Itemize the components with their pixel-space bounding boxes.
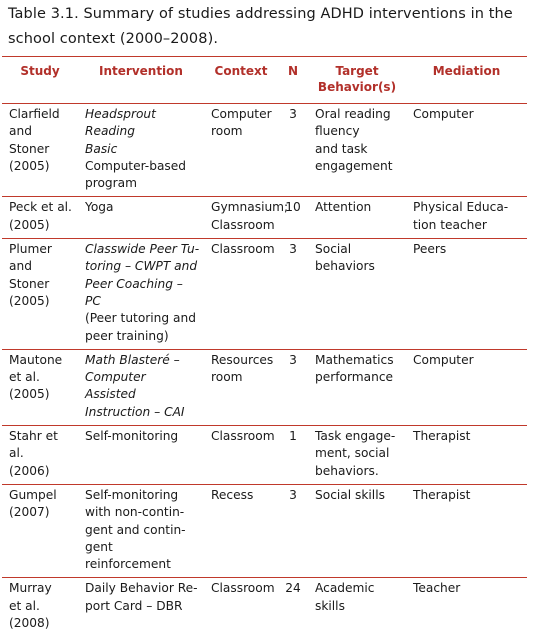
cell-study: Murray et al. (2008): [9, 581, 52, 631]
cell-target: Task engage- ment, social behaviors.: [308, 426, 406, 485]
cell-study: Stahr et al. (2006): [2, 426, 78, 485]
cell-n: 24: [285, 581, 301, 596]
cell-context: Recess: [204, 484, 278, 577]
cell-n: 10: [278, 197, 308, 239]
cell-target: Academic skills: [315, 581, 375, 613]
intervention-name: Headsprout Reading Basic: [85, 107, 156, 156]
cell-n: 3: [278, 239, 308, 350]
cell-target: Oral reading fluency and task engagement: [308, 104, 406, 197]
table-row: [2, 349, 527, 425]
cell-context: Classroom: [211, 581, 275, 596]
studies-table: [2, 56, 527, 636]
intervention-detail: Daily Behavior Re- port Card – DBR: [85, 581, 198, 613]
table-row: [2, 197, 527, 239]
cell-target: Mathematics performance: [308, 349, 406, 425]
cell-context: Classroom: [204, 239, 278, 350]
cell-study: Clarfield and Stoner (2005): [2, 104, 78, 197]
cell-context: Resources room: [204, 349, 278, 425]
cell-intervention: [78, 349, 204, 425]
intervention-detail: Self-monitoring with non-contin- gent and contin- gent reinforcement: [85, 487, 186, 572]
table-row: [2, 426, 527, 485]
cell-mediation: Therapist: [406, 484, 527, 577]
cell-n: 3: [278, 349, 308, 425]
cell-target: Social behaviors: [308, 239, 406, 350]
cell-study: Mautone et al. (2005): [2, 349, 78, 425]
table-row: [2, 578, 527, 636]
cell-study: Peck et al. (2005): [2, 197, 78, 239]
cell-n: 3: [278, 484, 308, 577]
cell-n: 1: [278, 426, 308, 485]
intervention-detail: Yoga: [85, 200, 114, 215]
cell-intervention: [78, 578, 204, 636]
cell-study: Gumpel (2007): [2, 484, 78, 577]
cell-context: Computer room: [204, 104, 278, 197]
header-n: N: [278, 57, 308, 104]
cell-intervention: [78, 197, 204, 239]
table-row: [2, 484, 527, 577]
table-caption: Table 3.1. Summary of studies addressing ADHD interventions in the school context (2000–2008).: [8, 6, 513, 47]
cell-intervention: [78, 239, 204, 350]
cell-target: Attention: [308, 197, 406, 239]
intervention-name: Classwide Peer Tu- toring – CWPT and Peer Coaching – PC: [85, 242, 200, 308]
header-target-behaviors: Target Behavior(s): [308, 57, 406, 104]
cell-context: Classroom: [204, 426, 278, 485]
cell-mediation: Teacher: [413, 581, 461, 596]
table-row: [2, 239, 527, 350]
cell-context: Gymnasium; Classroom: [204, 197, 278, 239]
cell-mediation: Therapist: [406, 426, 527, 485]
intervention-detail: Computer-based program: [85, 158, 186, 191]
cell-study: Plumer and Stoner (2005): [2, 239, 78, 350]
header-mediation: Mediation: [406, 57, 527, 104]
cell-mediation: Physical Educa- tion teacher: [406, 197, 527, 239]
header-intervention: Intervention: [78, 57, 204, 104]
cell-target: Social skills: [308, 484, 406, 577]
cell-mediation: Peers: [406, 239, 527, 350]
cell-intervention: [78, 426, 204, 485]
header-row: [2, 57, 527, 104]
header-study: Study: [2, 57, 78, 104]
table-row: [2, 104, 527, 197]
intervention-detail: (Peer tutoring and peer training): [85, 311, 196, 343]
cell-intervention: [78, 104, 204, 197]
cell-mediation: Computer: [406, 104, 527, 197]
cell-n: 3: [278, 104, 308, 197]
cell-mediation: Computer: [406, 349, 527, 425]
intervention-name: Math Blasteré – Computer Assisted Instruction – CAI: [85, 352, 185, 419]
cell-intervention: [78, 484, 204, 577]
header-context: Context: [204, 57, 278, 104]
intervention-detail: Self-monitoring: [85, 429, 179, 444]
